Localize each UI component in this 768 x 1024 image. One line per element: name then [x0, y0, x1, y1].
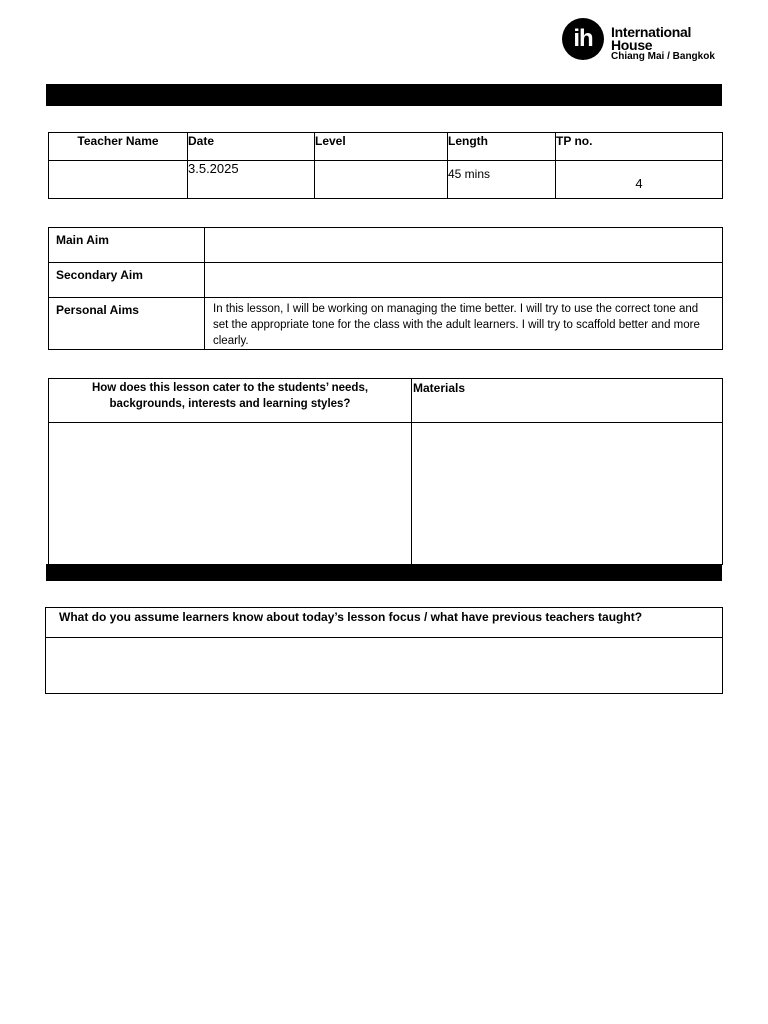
length-value[interactable]: 45 mins	[448, 161, 556, 199]
main-aim-label: Main Aim	[49, 228, 205, 263]
assumptions-answer[interactable]	[46, 638, 723, 694]
main-aim-value[interactable]	[205, 228, 723, 263]
level-header: Level	[315, 133, 448, 161]
lesson-info-table	[48, 132, 723, 199]
teacher-name-value[interactable]	[49, 161, 188, 199]
length-header: Length	[448, 133, 556, 161]
header-bar	[46, 84, 722, 106]
materials-answer[interactable]	[412, 423, 723, 565]
personal-aims-value[interactable]: In this lesson, I will be working on managing the time better. I will try to use the correct tone and set the appropriate tone for the class with the adult learners. I will try to scaffold better and more clearly.	[205, 298, 723, 350]
ih-logo	[562, 18, 732, 62]
logo-text-international: International	[611, 24, 692, 40]
teacher-name-header: Teacher Name	[49, 133, 188, 161]
tp-no-value[interactable]: 4	[556, 161, 723, 199]
date-header: Date	[188, 133, 315, 161]
date-value[interactable]: 3.5.2025	[188, 161, 315, 199]
aims-table	[48, 227, 723, 350]
secondary-aim-label: Secondary Aim	[49, 263, 205, 298]
logo-text-location: Chiang Mai / Bangkok	[611, 51, 715, 62]
ih-logo-mark: ih	[562, 18, 604, 60]
needs-materials-table	[48, 378, 723, 565]
logo-text-house: House	[611, 37, 653, 53]
needs-answer[interactable]	[49, 423, 412, 565]
assumptions-question: What do you assume learners know about today’s lesson focus / what have previous teachers taught?	[46, 608, 723, 638]
assumptions-table	[45, 607, 723, 694]
level-value[interactable]	[315, 161, 448, 199]
materials-label: Materials	[412, 379, 723, 423]
tp-no-header: TP no.	[556, 133, 723, 161]
section-divider-bar	[46, 564, 722, 581]
secondary-aim-value[interactable]	[205, 263, 723, 298]
needs-question: How does this lesson cater to the students’ needs, backgrounds, interests and learning styles?	[49, 379, 412, 423]
personal-aims-label: Personal Aims	[49, 298, 205, 350]
